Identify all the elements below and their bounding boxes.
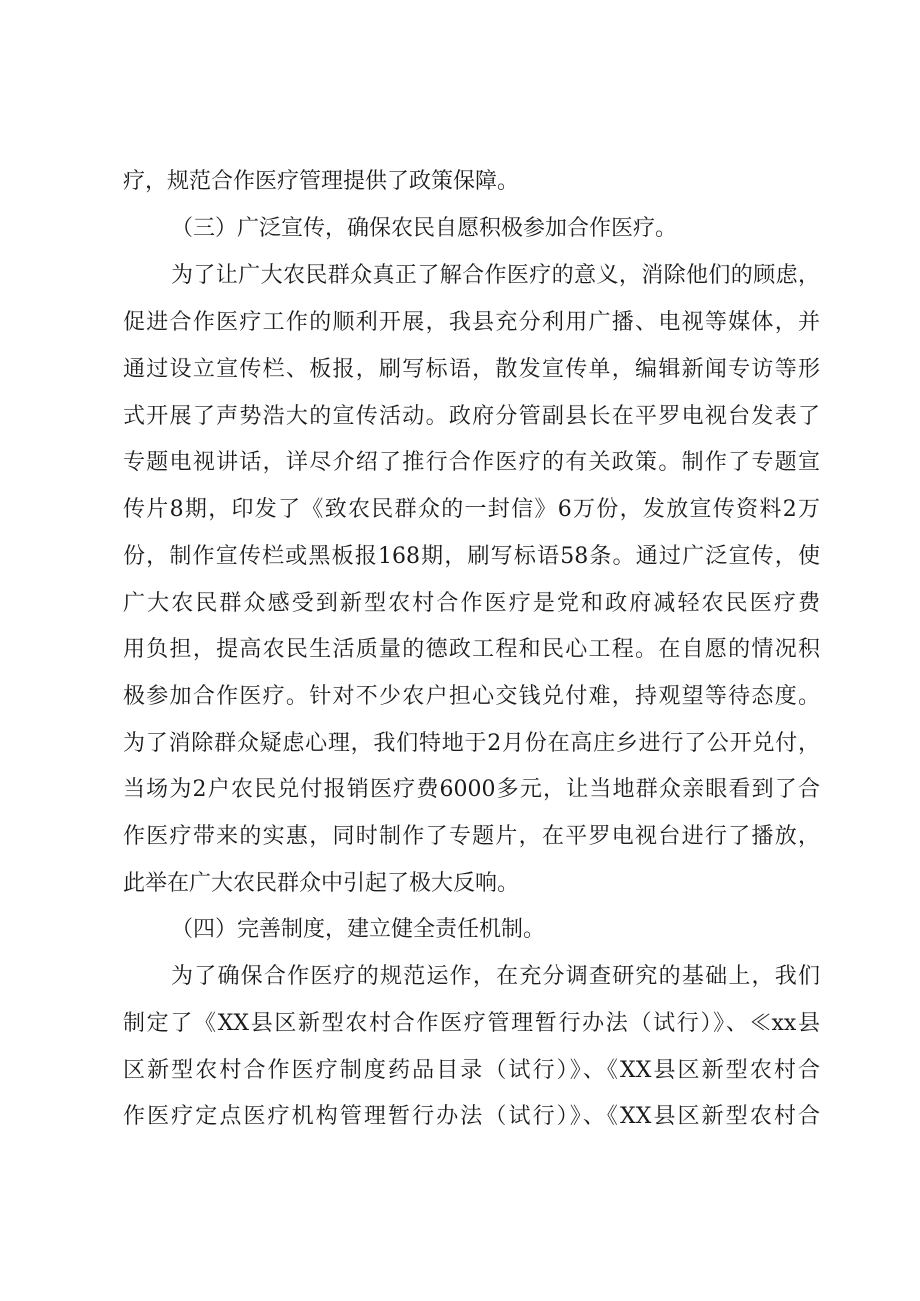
text-line: 为了确保合作医疗的规范运作，在充分调查研究的基础上，我们 (171, 964, 820, 989)
section-heading: （四）完善制度，建立健全责任机制。 (171, 917, 546, 942)
text-line: 作医疗带来的实惠，同时制作了专题片，在平罗电视台进行了播放， (123, 824, 820, 849)
text-line: 区新型农村合作医疗制度药品目录（试行）》、《XX县区新型农村合 (123, 1058, 820, 1083)
text-line: 作医疗定点医疗机构管理暂行办法（试行）》、《XX县区新型农村合 (123, 1104, 820, 1129)
text-line: 通过设立宣传栏、板报，刷写标语，散发宣传单，编辑新闻专访等形 (123, 357, 820, 382)
text-line: 促进合作医疗工作的顺利开展，我县充分利用广播、电视等媒体，并 (123, 310, 820, 335)
text-line: 为了消除群众疑虑心理，我们特地于2月份在高庄乡进行了公开兑付， (123, 731, 820, 756)
text-line: 式开展了声势浩大的宣传活动。政府分管副县长在平罗电视台发表了 (123, 404, 820, 429)
text-line: 当场为2户农民兑付报销医疗费6000多元，让当地群众亲眼看到了合 (123, 777, 820, 802)
text-line: 专题电视讲话，详尽介绍了推行合作医疗的有关政策。制作了专题宣 (123, 450, 820, 475)
text-line: 制定了《XX县区新型农村合作医疗管理暂行办法（试行）》、≪xx县 (123, 1011, 820, 1036)
text-line: 此举在广大农民群众中引起了极大反响。 (123, 871, 520, 896)
text-line: 极参加合作医疗。针对不少农户担心交钱兑付难，持观望等待态度。 (123, 684, 820, 709)
section-heading: （三）广泛宣传，确保农民自愿积极参加合作医疗。 (171, 216, 678, 241)
text-line: 疗，规范合作医疗管理提供了政策保障。 (123, 169, 520, 194)
text-line: 传片8期，印发了《致农民群众的一封信》6万份，发放宣传资料2万 (123, 497, 820, 522)
text-line: 份，制作宣传栏或黑板报168期，刷写标语58条。通过广泛宣传，使 (123, 544, 820, 569)
text-line: 用负担，提高农民生活质量的德政工程和民心工程。在自愿的情况积 (123, 637, 820, 662)
text-line: 为了让广大农民群众真正了解合作医疗的意义，消除他们的顾虑， (171, 263, 820, 288)
text-line: 广大农民群众感受到新型农村合作医疗是党和政府减轻农民医疗费 (123, 591, 820, 616)
